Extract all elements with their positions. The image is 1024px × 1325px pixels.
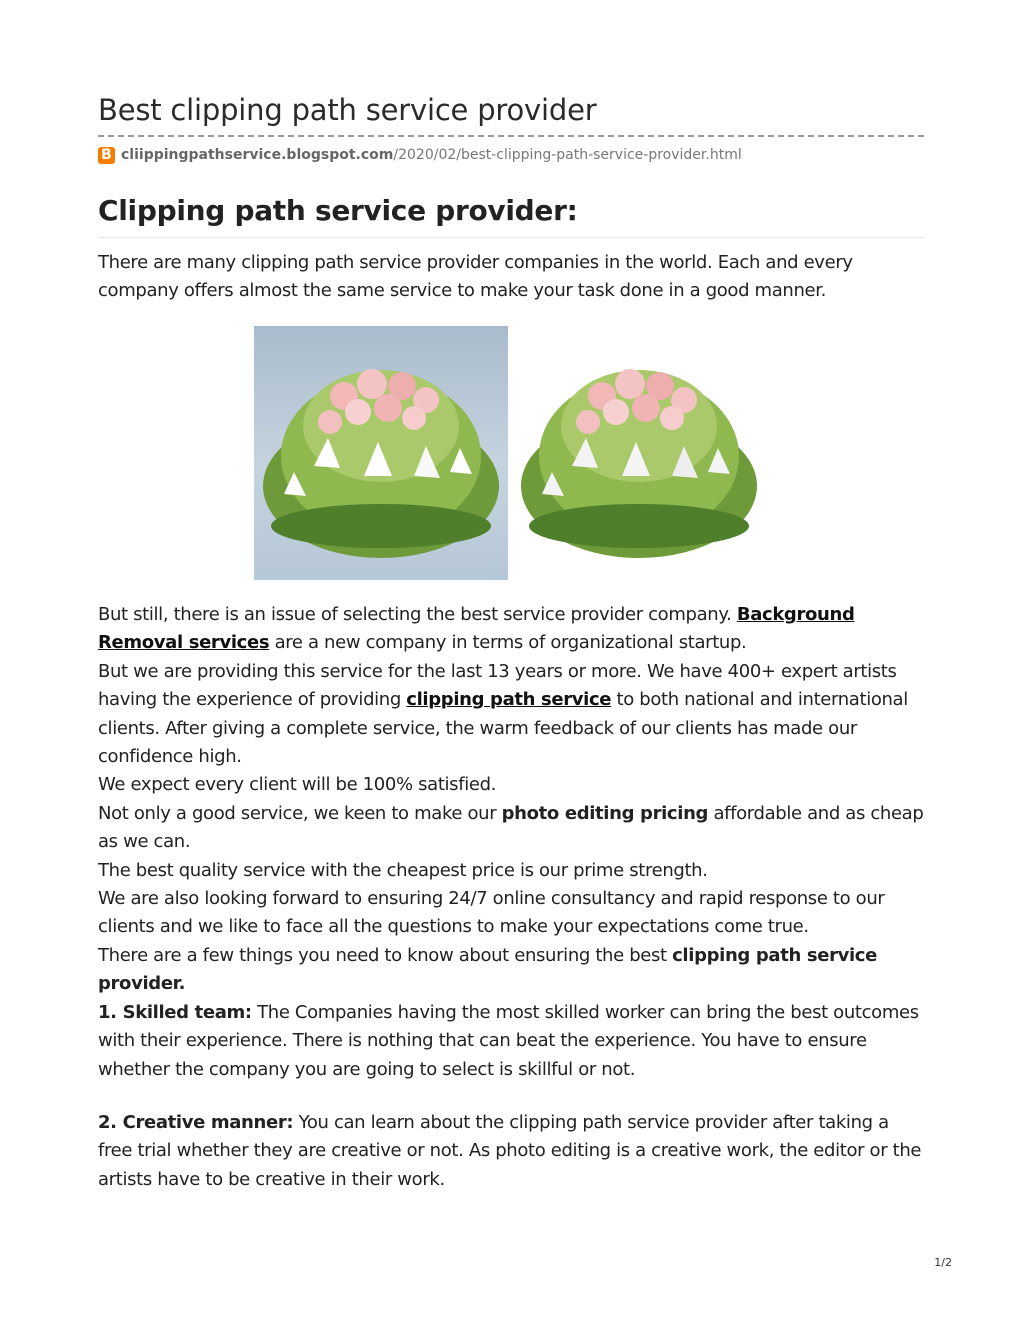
- flower-image-clipped: [512, 326, 766, 580]
- paragraph-6: We are also looking forward to ensuring 24/7 online consultancy and rapid response to our clients and we like to face all the questions to make your expectations come true.: [98, 888, 885, 938]
- page-number: 1/2: [934, 1256, 952, 1269]
- paragraph-3: We expect every client will be 100% satisfied.: [98, 774, 497, 796]
- paragraph-4: Not only a good service, we keen to make our photo editing pricing affordable and as cheap as we can.: [98, 802, 924, 853]
- flower-arrangement-graphic: [512, 326, 766, 580]
- paragraph-1: But still, there is an issue of selecting the best service provider company. Background Removal services are a new company in terms of organizational startup.: [98, 604, 855, 654]
- blogger-icon: B: [98, 147, 115, 164]
- photo-editing-pricing-bold: photo editing pricing: [501, 802, 709, 824]
- clipping-path-service-link[interactable]: clipping path service: [406, 689, 612, 711]
- body-text-2: [98, 1109, 924, 1194]
- paragraph-7: There are a few things you need to know about ensuring the best clipping path service provider.: [98, 944, 877, 995]
- source-domain[interactable]: cliippingpathservice.blogspot.com: [121, 147, 394, 163]
- source-url[interactable]: [98, 145, 742, 165]
- paragraph-creative-manner: 2. Creative manner: You can learn about the clipping path service provider after taking a free trial whether they are creative or not. As photo editing is a creative work, the editor or the artists have to be creative in their work.: [98, 1112, 922, 1190]
- heading-divider: [98, 237, 924, 238]
- flower-arrangement-graphic: [254, 326, 508, 580]
- clipping-path-provider-bold: clipping path service provider.: [98, 944, 877, 995]
- paragraph-skilled-team: 1. Skilled team: The Companies having the most skilled worker can bring the best outcomes with their experience. There is nothing that can beat the experience. You have to ensure whether the company you are going to select is skillful or not.: [98, 1001, 919, 1080]
- intro-paragraph: There are many clipping path service provider companies in the world. Each and every company offers almost the same service to make your task done in a good manner.: [98, 252, 853, 302]
- background-removal-link[interactable]: Background Removal services: [98, 604, 855, 654]
- creative-manner-label: 2. Creative manner:: [98, 1112, 294, 1133]
- paragraph-5: The best quality service with the cheapest price is our prime strength.: [98, 859, 708, 881]
- skilled-team-label: 1. Skilled team:: [98, 1001, 252, 1023]
- title-divider: [98, 135, 924, 137]
- source-path[interactable]: /2020/02/best-clipping-path-service-provider.html: [393, 147, 742, 163]
- before-after-figure: [254, 326, 766, 580]
- section-heading: Clipping path service provider:: [98, 194, 578, 227]
- flower-image-original: [254, 326, 508, 580]
- body-text: [98, 601, 924, 1084]
- document-title: Best clipping path service provider: [98, 93, 597, 127]
- paragraph-2: But we are providing this service for the last 13 years or more. We have 400+ expert artists having the experience of providing clipping path service to both national and international clients. After giving a complete service, the warm feedback of our clients has made our confidence high.: [98, 660, 908, 768]
